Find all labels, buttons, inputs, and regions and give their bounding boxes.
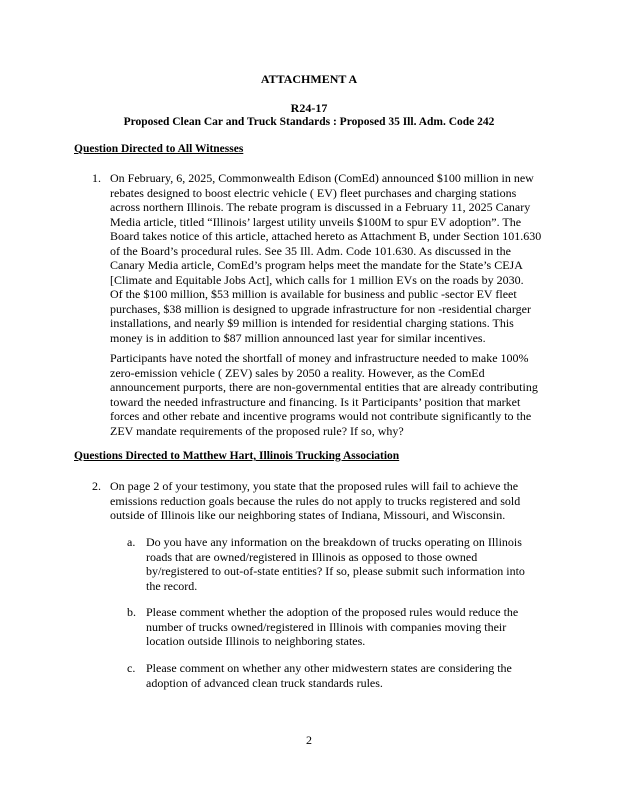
text-line: Media article, titled “Illinois’ largest utility unveils $100M to spur EV adoption”. The — [110, 214, 522, 229]
text-line: ZEV mandate requirements of the proposed rule? If so, why? — [110, 423, 404, 438]
sub-question-b-label: b. — [127, 605, 136, 619]
text-line: forces and other rebate and incentive programs would not contribute significantly to the — [110, 409, 532, 423]
question-2-paragraph — [110, 479, 550, 523]
section-heading-all-witnesses: Question Directed to All Witnesses — [74, 143, 244, 155]
section-heading-matthew-hart: Questions Directed to Matthew Hart, Illinois Trucking Association — [74, 450, 400, 462]
page-number: 2 — [306, 733, 312, 747]
question-1-paragraph-2 — [110, 351, 550, 438]
sub-question-a-label: a. — [127, 535, 136, 549]
question-1-number: 1. — [92, 171, 101, 185]
text-line: outside of Illinois like our neighboring states of Indiana, Missouri, and Wisconsin. — [110, 508, 506, 522]
text-line: purchases, $38 million is designed to upgrade infrastructure for non -residential charger — [110, 301, 531, 316]
proceeding-subtitle: Proposed Clean Car and Truck Standards : Proposed 35 Ill. Adm. Code 242 — [123, 116, 495, 128]
text-line: Do you have any information on the breakdown of trucks operating on Illinois — [146, 535, 522, 549]
text-line: toward the needed infrastructure and financing. Is it Participants’ position that market — [110, 394, 521, 409]
text-line: Please comment whether the adoption of the proposed rules would reduce the — [146, 605, 519, 619]
text-line: Of the $100 million, $53 million is available for business and public -sector EV fleet — [110, 287, 517, 301]
text-line: the record. — [146, 578, 198, 593]
text-line: location outside Illinois to neighboring states. — [146, 634, 366, 648]
text-line: [Climate and Equitable Jobs Act], which calls for 1 million EVs on the roads by 2030. — [110, 272, 524, 287]
text-line: roads that are owned/registered in Illinois as opposed to those owned — [146, 549, 478, 564]
text-line: emissions reduction goals because the rules do not apply to trucks registered and sold — [110, 493, 521, 508]
sub-question-c-label: c. — [127, 661, 136, 675]
text-line: money is in addition to $87 million announced last year for similar incentives. — [110, 330, 486, 345]
text-line: Board takes notice of this article, attached hereto as Attachment B, under Section 101.630 — [110, 229, 542, 243]
text-line: of the Board’s procedural rules. See 35 Ill. Adm. Code 101.630. As discussed in the — [110, 243, 511, 258]
text-line: installations, and nearly $9 million is intended for residential charging stations. This — [110, 316, 514, 330]
text-line: Please comment on whether any other midwestern states are considering the — [146, 661, 512, 675]
sub-question-a — [146, 535, 546, 593]
text-line: across northern Illinois. The rebate program is discussed in a February 11, 2025 Canary — [110, 200, 531, 214]
text-line: On February, 6, 2025, Commonwealth Edison (ComEd) announced $100 million in new — [110, 171, 534, 185]
text-line: On page 2 of your testimony, you state that the proposed rules will fail to achieve the — [110, 479, 519, 493]
docket-number: R24-17 — [290, 101, 328, 115]
text-line: announcement purports, there are non-governmental entities that are already contributing — [110, 380, 538, 394]
text-line: Canary Media article, ComEd’s program helps meet the mandate for the State’s CEJA — [110, 258, 523, 272]
sub-question-c — [146, 661, 546, 690]
sub-question-b — [146, 605, 546, 649]
text-line: zero-emission vehicle ( ZEV) sales by 2050 a reality. However, as the ComEd — [110, 365, 485, 380]
text-line: Participants have noted the shortfall of money and infrastructure needed to make 100% — [110, 351, 529, 365]
question-2-number: 2. — [92, 479, 101, 493]
text-line: adoption of advanced clean truck standards rules. — [146, 675, 383, 690]
question-1-paragraph — [110, 171, 550, 345]
text-line: rebates designed to boost electric vehicle ( EV) fleet purchases and charging stations — [110, 185, 517, 200]
text-line: number of trucks owned/registered in Illinois with companies moving their — [146, 619, 507, 634]
text-line: by/registered to out-of-state entities? If so, please submit such information into — [146, 564, 525, 578]
attachment-title: ATTACHMENT A — [260, 72, 358, 86]
